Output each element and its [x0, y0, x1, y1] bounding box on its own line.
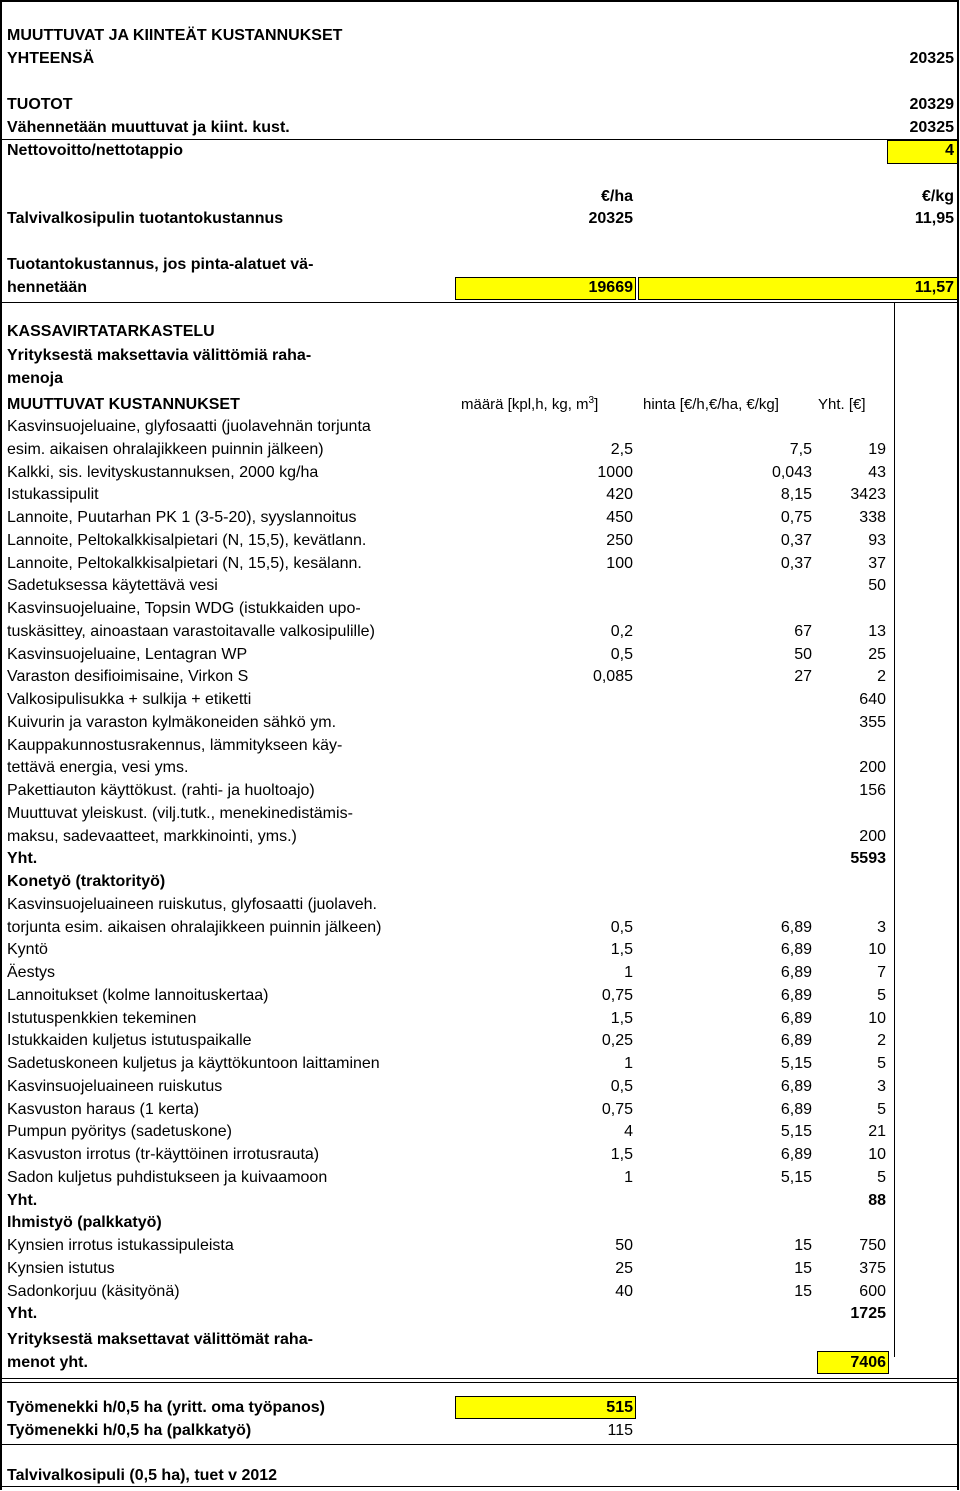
- row-quantity: 0,25: [601, 1032, 633, 1049]
- row-total: 43: [868, 464, 886, 481]
- row-total: 25: [868, 646, 886, 663]
- row-label: Lannoitukset (kolme lannoituskertaa): [7, 987, 269, 1004]
- row-price: 6,89: [780, 987, 812, 1004]
- row-quantity: 1,5: [610, 1010, 633, 1027]
- row-price: 5,15: [780, 1123, 812, 1140]
- labour-row1-value: 515: [606, 1399, 633, 1416]
- row-total: 200: [859, 759, 886, 776]
- row-total: 156: [859, 782, 886, 799]
- column-border: [894, 302, 895, 1357]
- total-cash-label-line2: menot yht.: [7, 1354, 88, 1371]
- row-label: Kasvinsuojeluaine, Topsin WDG (istukkaiden upo-: [7, 600, 361, 617]
- cashflow-title: KASSAVIRTATARKASTELU: [7, 323, 215, 340]
- divider: [0, 302, 958, 303]
- labour-row1-label: Työmenekki h/0,5 ha (yritt. oma työpanos): [7, 1399, 325, 1416]
- unit-cost-row1-label: Talvivalkosipulin tuotantokustannus: [7, 210, 284, 227]
- unit-cost-row2-kg: 11,57: [914, 279, 954, 296]
- row-price: 27: [794, 668, 812, 685]
- labour-row2-label: Työmenekki h/0,5 ha (palkkatyö): [7, 1422, 252, 1439]
- row-quantity: 1,5: [610, 941, 633, 958]
- vahennetaan-label: Vähennetään muuttuvat ja kiint. kust.: [7, 119, 290, 136]
- variable-costs-header: MUUTTUVAT KUSTANNUKSET: [7, 396, 240, 413]
- row-label: Sadetuksessa käytettävä vesi: [7, 577, 218, 594]
- total-cash-value: 7406: [850, 1354, 886, 1371]
- divider: [0, 1378, 958, 1379]
- row-label: Kasvinsuojeluaineen ruiskutus, glyfosaatti (juolaveh.: [7, 896, 377, 913]
- row-total: 3: [877, 1078, 886, 1095]
- row-label: Varaston desifioimisaine, Virkon S: [7, 668, 249, 685]
- unit-cost-row2-ha: 19669: [588, 279, 633, 296]
- row-quantity: 1000: [597, 464, 633, 481]
- row-price: 6,89: [780, 964, 812, 981]
- row-label: Istukkaiden kuljetus istutuspaikalle: [7, 1032, 252, 1049]
- row-label: Äestys: [7, 964, 56, 981]
- row-label: Istukassipulit: [7, 486, 99, 503]
- tuotot-label: TUOTOT: [7, 96, 73, 113]
- divider: [0, 139, 958, 140]
- row-price: 67: [794, 623, 812, 640]
- row-label: Pumpun pyöritys (sadetuskone): [7, 1123, 232, 1140]
- row-total: 5: [877, 1055, 886, 1072]
- row-label: torjunta esim. aikaisen ohralajikkeen puinnin jälkeen): [7, 919, 382, 936]
- row-quantity: 0,75: [601, 987, 633, 1004]
- row-label: Kasvinsuojeluaine, glyfosaatti (juolavehnän torjunta: [7, 418, 371, 435]
- row-quantity: 450: [606, 509, 633, 526]
- row-total: 3: [877, 919, 886, 936]
- row-label: tettävä energia, vesi yms.: [7, 759, 189, 776]
- row-quantity: 0,5: [610, 919, 633, 936]
- row-price: 50: [794, 646, 812, 663]
- col-ha-header: €/ha: [600, 188, 633, 205]
- row-label: Sadon kuljetus puhdistukseen ja kuivaamoon: [7, 1169, 328, 1186]
- summary-total: 20325: [909, 50, 954, 67]
- row-label: Kynsien istutus: [7, 1260, 115, 1277]
- row-total: 10: [868, 1146, 886, 1163]
- row-quantity: 1: [624, 964, 633, 981]
- row-total: 5: [877, 1169, 886, 1186]
- quantity-header: määrä [kpl,h, kg, $m^3$]: [461, 395, 599, 413]
- row-price: 6,89: [780, 1146, 812, 1163]
- cashflow-subtitle-line1: Yrityksestä maksettavia välittömiä raha-: [7, 347, 312, 364]
- row-price: 15: [794, 1260, 812, 1277]
- row-price: 0,37: [780, 555, 812, 572]
- row-quantity: 0,5: [610, 646, 633, 663]
- row-price: 0,37: [780, 532, 812, 549]
- footer-label: Talvivalkosipuli (0,5 ha), tuet v 2012: [7, 1467, 278, 1484]
- row-label: Kasvinsuojeluaine, Lentagran WP: [7, 646, 248, 663]
- row-quantity: 100: [606, 555, 633, 572]
- row-label: Muuttuvat yleiskust. (vilj.tutk., menekinedistämis-: [7, 805, 353, 822]
- row-label: Kyntö: [7, 941, 48, 958]
- row-total: 5: [877, 987, 886, 1004]
- row-label: Kasvuston haraus (1 kerta): [7, 1101, 200, 1118]
- divider: [0, 1444, 958, 1445]
- row-price: 6,89: [780, 1101, 812, 1118]
- row-quantity: 2,5: [610, 441, 633, 458]
- row-label: tuskäsittey, ainoastaan varastoitavalle valkosipulille): [7, 623, 375, 640]
- unit-cost-row1-ha: 20325: [588, 210, 633, 227]
- row-label: Kauppakunnostusrakennus, lämmitykseen käy-: [7, 737, 343, 754]
- row-quantity: 250: [606, 532, 633, 549]
- row-label: Istutuspenkkien tekeminen: [7, 1010, 197, 1027]
- row-label: Pakettiauton käyttökust. (rahti- ja huoltoajo): [7, 782, 315, 799]
- summary-title-line2: YHTEENSÄ: [7, 50, 95, 67]
- unit-cost-row1-kg: 11,95: [914, 210, 954, 227]
- row-total: 21: [868, 1123, 886, 1140]
- row-label: Kynsien irrotus istukassipuleista: [7, 1237, 234, 1254]
- labour-row2-value: 115: [607, 1422, 633, 1439]
- row-total: 93: [868, 532, 886, 549]
- row-price: 6,89: [780, 1010, 812, 1027]
- row-total: 338: [859, 509, 886, 526]
- row-label: Kasvinsuojeluaineen ruiskutus: [7, 1078, 223, 1095]
- tuotot-value: 20329: [909, 96, 954, 113]
- row-total: 10: [868, 1010, 886, 1027]
- row-total: 88: [868, 1192, 886, 1209]
- row-label: maksu, sadevaatteet, markkinointi, yms.): [7, 828, 297, 845]
- row-price: 6,89: [780, 919, 812, 936]
- unit-cost-row2-label-line2: hennetään: [7, 279, 88, 296]
- total-header: Yht. [€]: [818, 396, 866, 413]
- row-label: Ihmistyö (palkkatyö): [7, 1214, 162, 1231]
- cashflow-subtitle-line2: menoja: [7, 370, 64, 387]
- row-label: Lannoite, Peltokalkkisalpietari (N, 15,5), kevätlann.: [7, 532, 367, 549]
- row-label: Lannoite, Puutarhan PK 1 (3-5-20), syyslannoitus: [7, 509, 357, 526]
- row-total: 5593: [850, 850, 886, 867]
- row-total: 37: [868, 555, 886, 572]
- row-quantity: 0,5: [610, 1078, 633, 1095]
- unit-cost-row2-label-line1: Tuotantokustannus, jos pinta-alatuet vä-: [7, 256, 314, 273]
- row-total: 2: [877, 1032, 886, 1049]
- row-quantity: 0,2: [610, 623, 633, 640]
- row-price: 8,15: [780, 486, 812, 503]
- row-total: 600: [859, 1283, 886, 1300]
- row-price: 15: [794, 1283, 812, 1300]
- row-quantity: 420: [606, 486, 633, 503]
- row-quantity: 0,75: [601, 1101, 633, 1118]
- row-quantity: 4: [624, 1123, 633, 1140]
- price-header: hinta [€/h,€/ha, €/kg]: [643, 396, 779, 413]
- row-price: 15: [794, 1237, 812, 1254]
- row-total: 3423: [850, 486, 886, 503]
- row-quantity: 50: [615, 1237, 633, 1254]
- row-label: Kasvuston irrotus (tr-käyttöinen irrotusrauta): [7, 1146, 320, 1163]
- row-price: 5,15: [780, 1055, 812, 1072]
- row-label: Sadetuskoneen kuljetus ja käyttökuntoon laittaminen: [7, 1055, 380, 1072]
- row-label: Kalkki, sis. levityskustannuksen, 2000 kg/ha: [7, 464, 319, 481]
- row-total: 7: [877, 964, 886, 981]
- row-total: 750: [859, 1237, 886, 1254]
- row-total: 5: [877, 1101, 886, 1118]
- netto-value: 4: [945, 142, 954, 159]
- row-total: 13: [868, 623, 886, 640]
- row-label: Kuivurin ja varaston kylmäkoneiden sähkö ym.: [7, 714, 337, 731]
- row-price: 6,89: [780, 941, 812, 958]
- row-quantity: 1: [624, 1169, 633, 1186]
- row-total: 10: [868, 941, 886, 958]
- row-quantity: 0,085: [592, 668, 633, 685]
- row-total: 355: [859, 714, 886, 731]
- row-price: 7,5: [789, 441, 812, 458]
- row-price: 0,75: [780, 509, 812, 526]
- row-total: 640: [859, 691, 886, 708]
- row-price: 6,89: [780, 1032, 812, 1049]
- row-label: Sadonkorjuu (käsityönä): [7, 1283, 180, 1300]
- row-total: 375: [859, 1260, 886, 1277]
- vahennetaan-value: 20325: [909, 119, 954, 136]
- row-label: Lannoite, Peltokalkkisalpietari (N, 15,5), kesälann.: [7, 555, 362, 572]
- row-total: 200: [859, 828, 886, 845]
- row-label: Konetyö (traktorityö): [7, 873, 166, 890]
- row-label: Yht.: [7, 1192, 38, 1209]
- row-price: 5,15: [780, 1169, 812, 1186]
- row-total: 19: [868, 441, 886, 458]
- row-price: 6,89: [780, 1078, 812, 1095]
- row-total: 2: [877, 668, 886, 685]
- row-total: 50: [868, 577, 886, 594]
- row-quantity: 1: [624, 1055, 633, 1072]
- row-quantity: 1,5: [610, 1146, 633, 1163]
- row-label: esim. aikaisen ohralajikkeen puinnin jälkeen): [7, 441, 324, 458]
- divider: [0, 1486, 958, 1487]
- row-total: 1725: [850, 1305, 886, 1322]
- netto-label: Nettovoitto/nettotappio: [7, 142, 183, 159]
- row-price: 0,043: [771, 464, 812, 481]
- row-label: Valkosipulisukka + sulkija + etiketti: [7, 691, 252, 708]
- row-label: Yht.: [7, 850, 38, 867]
- summary-title-line1: MUUTTUVAT JA KIINTEÄT KUSTANNUKSET: [7, 27, 343, 44]
- row-label: Yht.: [7, 1305, 38, 1322]
- total-cash-label-line1: Yrityksestä maksettavat välittömät raha-: [7, 1331, 313, 1348]
- row-quantity: 25: [615, 1260, 633, 1277]
- divider: [0, 1382, 958, 1383]
- row-quantity: 40: [615, 1283, 633, 1300]
- col-kg-header: €/kg: [921, 188, 954, 205]
